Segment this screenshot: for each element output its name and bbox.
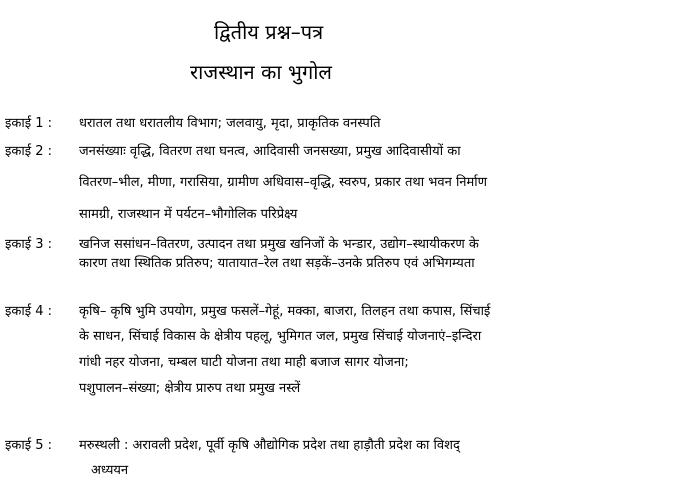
unit-3-label: इकाई 3 : bbox=[5, 237, 53, 252]
unit-1-label: इकाई 1 : bbox=[5, 116, 53, 131]
unit-4-line-4: पशुपालन–संख्या; क्षेत्रीय प्रारुप तथा प्रमुख नस्लें bbox=[79, 381, 301, 396]
unit-5-line-2: अध्ययन bbox=[91, 463, 129, 478]
unit-4-line-3: गांधी नहर योजना, चम्बल घाटी योजना तथा माही बजाज सागर योजना; bbox=[79, 355, 409, 370]
unit-5-label: इकाई 5 : bbox=[5, 438, 53, 453]
unit-2-line-1: जनसंख्याः वृद्धि, वितरण तथा घनत्व, आदिवासी जनसख्या, प्रमुख आदिवासीयों का bbox=[79, 144, 461, 159]
unit-5-line-1: मरुस्थली : अरावली प्रदेश, पूर्वी कृषि औद्योगिक प्रदेश तथा हाड़ौती प्रदेश का विशद् bbox=[79, 438, 460, 453]
paper-subject: राजस्थान का भुगोल bbox=[190, 60, 332, 84]
unit-4-line-2: के साधन, सिंचाई विकास के क्षेत्रीय पहलू, भुमिगत जल, प्रमुख सिंचाई योजनाएं–इन्दिरा bbox=[79, 329, 482, 344]
unit-4-label: इकाई 4 : bbox=[5, 304, 53, 319]
unit-3-line-2: कारण तथा स्थितिक प्रतिरुप; यातायात–रेल तथा सड़कें–उनके प्रतिरुप एवं अभिगम्यता bbox=[79, 256, 475, 271]
unit-2-label: इकाई 2 : bbox=[5, 144, 53, 159]
unit-2-line-3: सामग्री, राजस्थान में पर्यटन–भौगोलिक परिप्रेक्ष्य bbox=[79, 207, 298, 222]
unit-3-line-1: खनिज ससांधन–वितरण, उत्पादन तथा प्रमुख खनिजों के भन्डार, उद्योग–स्थायीकरण के bbox=[79, 237, 479, 252]
unit-4-line-1: कृषि– कृषि भुमि उपयोग, प्रमुख फसलें–गेहूं, मक्का, बाजरा, तिलहन तथा कपास, सिंचाई bbox=[79, 304, 491, 319]
paper-title: द्वितीय प्रश्न–पत्र bbox=[214, 20, 324, 44]
unit-1-line-1: धरातल तथा धरातलीय विभाग; जलवायु, मृदा, प्राकृतिक वनस्पति bbox=[79, 116, 381, 131]
unit-2-line-2: वितरण–भील, मीणा, गरासिया, ग्रामीण अधिवास–वृद्धि, स्वरुप, प्रकार तथा भवन निर्माण bbox=[79, 175, 488, 190]
